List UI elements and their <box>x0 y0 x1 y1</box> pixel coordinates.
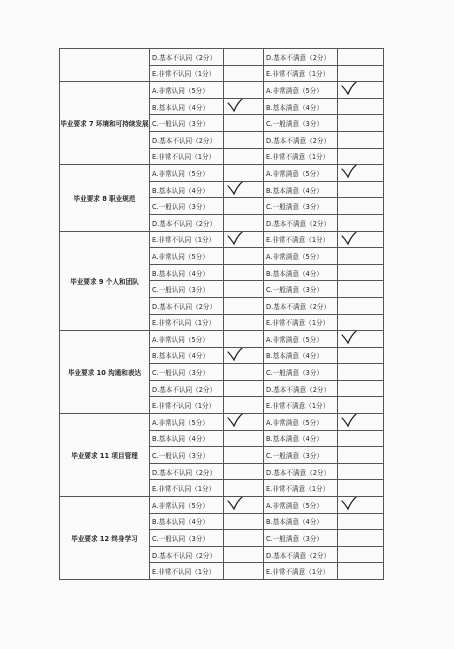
agreement-check-cell[interactable] <box>224 546 264 563</box>
satisfaction-check-cell[interactable] <box>338 297 384 314</box>
satisfaction-check-cell[interactable] <box>338 530 384 547</box>
satisfaction-option: A.非常满意（5分） <box>264 331 338 348</box>
satisfaction-check-cell[interactable] <box>338 198 384 215</box>
agreement-option: C.一般认同（3分） <box>150 198 224 215</box>
agreement-option: C.一般认同（3分） <box>150 447 224 464</box>
satisfaction-check-cell[interactable] <box>338 414 384 431</box>
agreement-option: D.基本不认同（2分） <box>150 380 224 397</box>
satisfaction-option: D.基本不满意（2分） <box>264 380 338 397</box>
agreement-option: A.非常认同（5分） <box>150 331 224 348</box>
agreement-check-cell[interactable] <box>224 281 264 298</box>
survey-table-body <box>60 49 384 580</box>
table-row <box>60 82 384 99</box>
agreement-option: E.非常不认同（1分） <box>150 65 224 82</box>
satisfaction-option: E.非常不满意（1分） <box>264 314 338 331</box>
agreement-check-cell[interactable] <box>224 131 264 148</box>
requirement-label: 毕业要求 11 项目管理 <box>60 414 150 497</box>
satisfaction-option: C.一般满意（3分） <box>264 447 338 464</box>
requirement-label: 毕业要求 9 个人和团队 <box>60 231 150 331</box>
satisfaction-option: D.基本不满意（2分） <box>264 546 338 563</box>
satisfaction-check-cell[interactable] <box>338 231 384 248</box>
requirement-label: 毕业要求 7 环境和可持续发展 <box>60 82 150 165</box>
satisfaction-option: D.基本不满意（2分） <box>264 463 338 480</box>
agreement-check-cell[interactable] <box>224 165 264 182</box>
agreement-option: B.基本认同（4分） <box>150 181 224 198</box>
satisfaction-option: B.基本满意（4分） <box>264 181 338 198</box>
satisfaction-check-cell[interactable] <box>338 364 384 381</box>
satisfaction-check-cell[interactable] <box>338 380 384 397</box>
satisfaction-option: C.一般满意（3分） <box>264 530 338 547</box>
satisfaction-option: B.基本满意（4分） <box>264 98 338 115</box>
satisfaction-check-cell[interactable] <box>338 98 384 115</box>
satisfaction-check-cell[interactable] <box>338 131 384 148</box>
satisfaction-option: E.非常不满意（1分） <box>264 231 338 248</box>
agreement-check-cell[interactable] <box>224 480 264 497</box>
satisfaction-check-cell[interactable] <box>338 281 384 298</box>
satisfaction-check-cell[interactable] <box>338 447 384 464</box>
satisfaction-option: E.非常不满意（1分） <box>264 563 338 580</box>
agreement-check-cell[interactable] <box>224 214 264 231</box>
agreement-check-cell[interactable] <box>224 264 264 281</box>
satisfaction-check-cell[interactable] <box>338 214 384 231</box>
agreement-check-cell[interactable] <box>224 463 264 480</box>
satisfaction-check-cell[interactable] <box>338 397 384 414</box>
table-row <box>60 49 384 66</box>
agreement-option: C.一般认同（3分） <box>150 530 224 547</box>
agreement-check-cell[interactable] <box>224 364 264 381</box>
agreement-check-cell[interactable] <box>224 380 264 397</box>
table-row <box>60 414 384 431</box>
satisfaction-check-cell[interactable] <box>338 264 384 281</box>
table-row <box>60 165 384 182</box>
satisfaction-option: D.基本不满意（2分） <box>264 49 338 66</box>
satisfaction-check-cell[interactable] <box>338 314 384 331</box>
agreement-check-cell[interactable] <box>224 497 264 514</box>
agreement-option: D.基本不认同（2分） <box>150 49 224 66</box>
satisfaction-check-cell[interactable] <box>338 49 384 66</box>
satisfaction-check-cell[interactable] <box>338 82 384 99</box>
agreement-option: D.基本不认同（2分） <box>150 131 224 148</box>
agreement-check-cell[interactable] <box>224 181 264 198</box>
satisfaction-option: A.非常满意（5分） <box>264 82 338 99</box>
satisfaction-check-cell[interactable] <box>338 248 384 265</box>
satisfaction-check-cell[interactable] <box>338 513 384 530</box>
agreement-check-cell[interactable] <box>224 297 264 314</box>
agreement-check-cell[interactable] <box>224 314 264 331</box>
agreement-check-cell[interactable] <box>224 148 264 165</box>
satisfaction-check-cell[interactable] <box>338 430 384 447</box>
satisfaction-option: A.非常满意（5分） <box>264 414 338 431</box>
table-row <box>60 331 384 348</box>
agreement-option: D.基本不认同（2分） <box>150 546 224 563</box>
satisfaction-option: C.一般满意（3分） <box>264 281 338 298</box>
satisfaction-option: A.非常满意（5分） <box>264 165 338 182</box>
satisfaction-option: B.基本满意（4分） <box>264 513 338 530</box>
satisfaction-option: B.基本满意（4分） <box>264 264 338 281</box>
agreement-option: B.基本认同（4分） <box>150 347 224 364</box>
agreement-option: E.非常不认同（1分） <box>150 563 224 580</box>
requirement-label: 毕业要求 12 终身学习 <box>60 497 150 580</box>
agreement-check-cell[interactable] <box>224 430 264 447</box>
agreement-option: B.基本认同（4分） <box>150 430 224 447</box>
agreement-option: A.非常认同（5分） <box>150 82 224 99</box>
satisfaction-option: E.非常不满意（1分） <box>264 397 338 414</box>
satisfaction-check-cell[interactable] <box>338 115 384 132</box>
satisfaction-option: B.基本满意（4分） <box>264 347 338 364</box>
requirement-label: 毕业要求 8 职业规范 <box>60 165 150 231</box>
agreement-option: E.非常不认同（1分） <box>150 480 224 497</box>
requirement-label: 毕业要求 10 沟通和表达 <box>60 331 150 414</box>
agreement-check-cell[interactable] <box>224 231 264 248</box>
satisfaction-check-cell[interactable] <box>338 497 384 514</box>
satisfaction-option: B.基本满意（4分） <box>264 430 338 447</box>
agreement-check-cell[interactable] <box>224 530 264 547</box>
satisfaction-check-cell[interactable] <box>338 546 384 563</box>
satisfaction-check-cell[interactable] <box>338 463 384 480</box>
table-row <box>60 497 384 514</box>
satisfaction-option: C.一般满意（3分） <box>264 198 338 215</box>
agreement-check-cell[interactable] <box>224 331 264 348</box>
agreement-option: E.非常不认同（1分） <box>150 148 224 165</box>
satisfaction-option: E.非常不满意（1分） <box>264 148 338 165</box>
satisfaction-check-cell[interactable] <box>338 181 384 198</box>
agreement-option: D.基本不认同（2分） <box>150 297 224 314</box>
satisfaction-option: C.一般满意（3分） <box>264 115 338 132</box>
satisfaction-option: D.基本不满意（2分） <box>264 214 338 231</box>
agreement-option: A.非常认同（5分） <box>150 248 224 265</box>
agreement-option: E.非常不认同（1分） <box>150 231 224 248</box>
satisfaction-check-cell[interactable] <box>338 148 384 165</box>
agreement-check-cell[interactable] <box>224 347 264 364</box>
satisfaction-check-cell[interactable] <box>338 480 384 497</box>
agreement-option: C.一般认同（3分） <box>150 281 224 298</box>
survey-table <box>59 48 384 580</box>
agreement-option: A.非常认同（5分） <box>150 165 224 182</box>
satisfaction-check-cell[interactable] <box>338 331 384 348</box>
agreement-check-cell[interactable] <box>224 198 264 215</box>
agreement-check-cell[interactable] <box>224 563 264 580</box>
satisfaction-check-cell[interactable] <box>338 347 384 364</box>
satisfaction-option: A.非常满意（5分） <box>264 497 338 514</box>
satisfaction-option: E.非常不满意（1分） <box>264 65 338 82</box>
satisfaction-option: D.基本不满意（2分） <box>264 131 338 148</box>
agreement-option: E.非常不认同（1分） <box>150 397 224 414</box>
agreement-check-cell[interactable] <box>224 447 264 464</box>
agreement-option: B.基本认同（4分） <box>150 264 224 281</box>
agreement-check-cell[interactable] <box>224 65 264 82</box>
agreement-check-cell[interactable] <box>224 397 264 414</box>
satisfaction-check-cell[interactable] <box>338 563 384 580</box>
agreement-option: B.基本认同（4分） <box>150 513 224 530</box>
satisfaction-option: E.非常不满意（1分） <box>264 480 338 497</box>
agreement-check-cell[interactable] <box>224 513 264 530</box>
satisfaction-check-cell[interactable] <box>338 165 384 182</box>
agreement-option: E.非常不认同（1分） <box>150 314 224 331</box>
agreement-option: D.基本不认同（2分） <box>150 463 224 480</box>
agreement-check-cell[interactable] <box>224 49 264 66</box>
table-row <box>60 231 384 248</box>
satisfaction-check-cell[interactable] <box>338 65 384 82</box>
agreement-option: C.一般认同（3分） <box>150 115 224 132</box>
requirement-label <box>60 49 150 82</box>
agreement-check-cell[interactable] <box>224 248 264 265</box>
agreement-check-cell[interactable] <box>224 115 264 132</box>
agreement-check-cell[interactable] <box>224 98 264 115</box>
agreement-option: C.一般认同（3分） <box>150 364 224 381</box>
satisfaction-option: A.非常满意（5分） <box>264 248 338 265</box>
agreement-check-cell[interactable] <box>224 82 264 99</box>
satisfaction-option: D.基本不满意（2分） <box>264 297 338 314</box>
agreement-option: B.基本认同（4分） <box>150 98 224 115</box>
agreement-option: A.非常认同（5分） <box>150 497 224 514</box>
agreement-check-cell[interactable] <box>224 414 264 431</box>
satisfaction-option: C.一般满意（3分） <box>264 364 338 381</box>
agreement-option: A.非常认同（5分） <box>150 414 224 431</box>
agreement-option: D.基本不认同（2分） <box>150 214 224 231</box>
